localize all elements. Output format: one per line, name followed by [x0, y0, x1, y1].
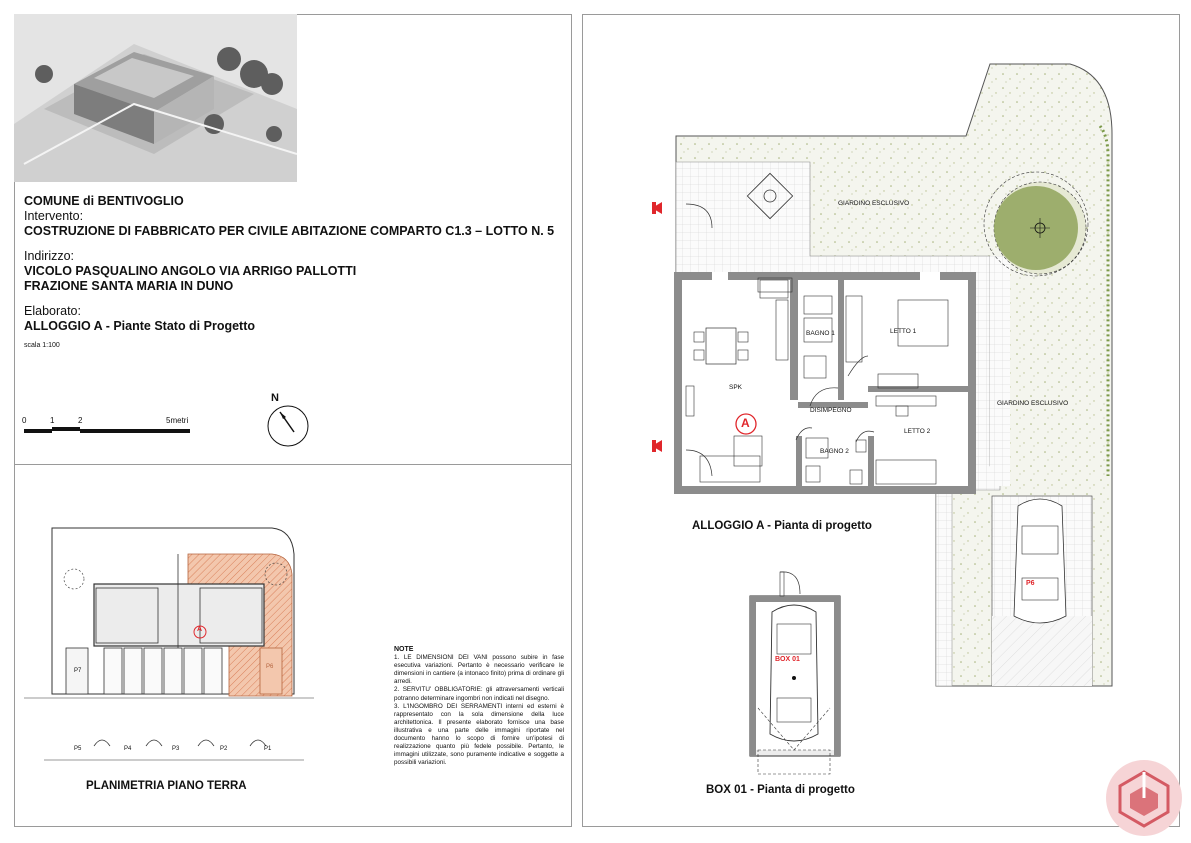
box-label: BOX 01	[775, 656, 800, 663]
note-item: 3. L'INGOMBRO DEI SERRAMENTI interni ed esterni è rappresentato con la sola dimensione della luce architettonica. Il presente elaborato fornisce una base illustrativa e una parte delle immagini riportate nel documento hanno lo scopo di fornire un'ipotesi di realizzazione quanto più fedele possibile. Pertanto, le immagini utilizzate, sono puramente indicative e soggette a possibili variazioni.	[394, 702, 564, 767]
room-letto2: LETTO 2	[904, 428, 931, 435]
site-unit-marker: A	[197, 626, 203, 633]
scale-tick-0: 0	[22, 416, 27, 425]
site-parking-p2: P2	[220, 746, 228, 752]
room-bagno1: BAGNO 1	[806, 330, 835, 337]
scale-bar	[20, 414, 210, 444]
notes-block	[394, 646, 564, 767]
site-plan-frame-divider	[14, 464, 572, 465]
building-render-image	[14, 14, 297, 182]
box-plan-caption: BOX 01 - Pianta di progetto	[706, 784, 855, 796]
unit-marker: A	[741, 416, 750, 430]
indirizzo-label: Indirizzo:	[24, 249, 75, 263]
north-label: N	[271, 392, 279, 404]
comune-title: COMUNE di BENTIVOGLIO	[24, 194, 184, 208]
room-letto1: LETTO 1	[890, 328, 917, 335]
north-arrow	[264, 392, 314, 448]
notes-title: NOTE	[394, 646, 414, 653]
note-item: 2. SERVITU' OBBLIGATORIE: gli attraversamenti verticali potranno determinare ingombri non indicati nel disegno.	[394, 686, 564, 702]
brand-logo	[1104, 758, 1184, 838]
scale-tick-5: 5metri	[166, 416, 189, 425]
site-plan	[24, 524, 314, 774]
intervento-value: COSTRUZIONE DI FABBRICATO PER CIVILE ABITAZIONE COMPARTO C1.3 – LOTTO N. 5	[24, 224, 555, 238]
room-spk: SPK	[729, 384, 743, 391]
room-bagno2: BAGNO 2	[820, 448, 849, 455]
title-block	[24, 194, 584, 353]
garden-label-right: GIARDINO ESCLUSIVO	[997, 400, 1069, 407]
site-parking-p5: P5	[74, 746, 82, 752]
note-item: 1. LE DIMENSIONI DEI VANI possono subire in fase esecutiva variazioni. Pertanto è necessario verificare le dimensioni in cantiere (a intonaco finito) prima di ordinare gli arredi.	[394, 654, 564, 686]
indirizzo-line1: VICOLO PASQUALINO ANGOLO VIA ARRIGO PALLOTTI	[24, 264, 357, 278]
site-parking-p1: P1	[264, 746, 272, 752]
elaborato-label: Elaborato:	[24, 304, 81, 318]
room-disimpegno: DISIMPEGNO	[810, 407, 852, 414]
site-parking-p7: P7	[74, 668, 82, 674]
indirizzo-line2: FRAZIONE SANTA MARIA IN DUNO	[24, 279, 234, 293]
scale-tick-2: 2	[78, 416, 83, 425]
box-plan	[744, 568, 844, 778]
parking-p6-label: P6	[1026, 580, 1035, 587]
site-parking-p3: P3	[172, 746, 180, 752]
scale-note: scala 1:100	[24, 342, 60, 349]
site-parking-p4: P4	[124, 746, 132, 752]
intervento-label: Intervento:	[24, 209, 84, 223]
site-plan-caption: PLANIMETRIA PIANO TERRA	[86, 780, 247, 792]
site-parking-p6: P6	[266, 664, 274, 670]
elaborato-value: ALLOGGIO A - Piante Stato di Progetto	[24, 319, 256, 333]
garden-label-top: GIARDINO ESCLUSIVO	[838, 200, 910, 207]
floor-plan-caption: ALLOGGIO A - Pianta di progetto	[692, 520, 872, 532]
north-arrow-icon	[266, 404, 312, 448]
scale-tick-1: 1	[50, 416, 55, 425]
